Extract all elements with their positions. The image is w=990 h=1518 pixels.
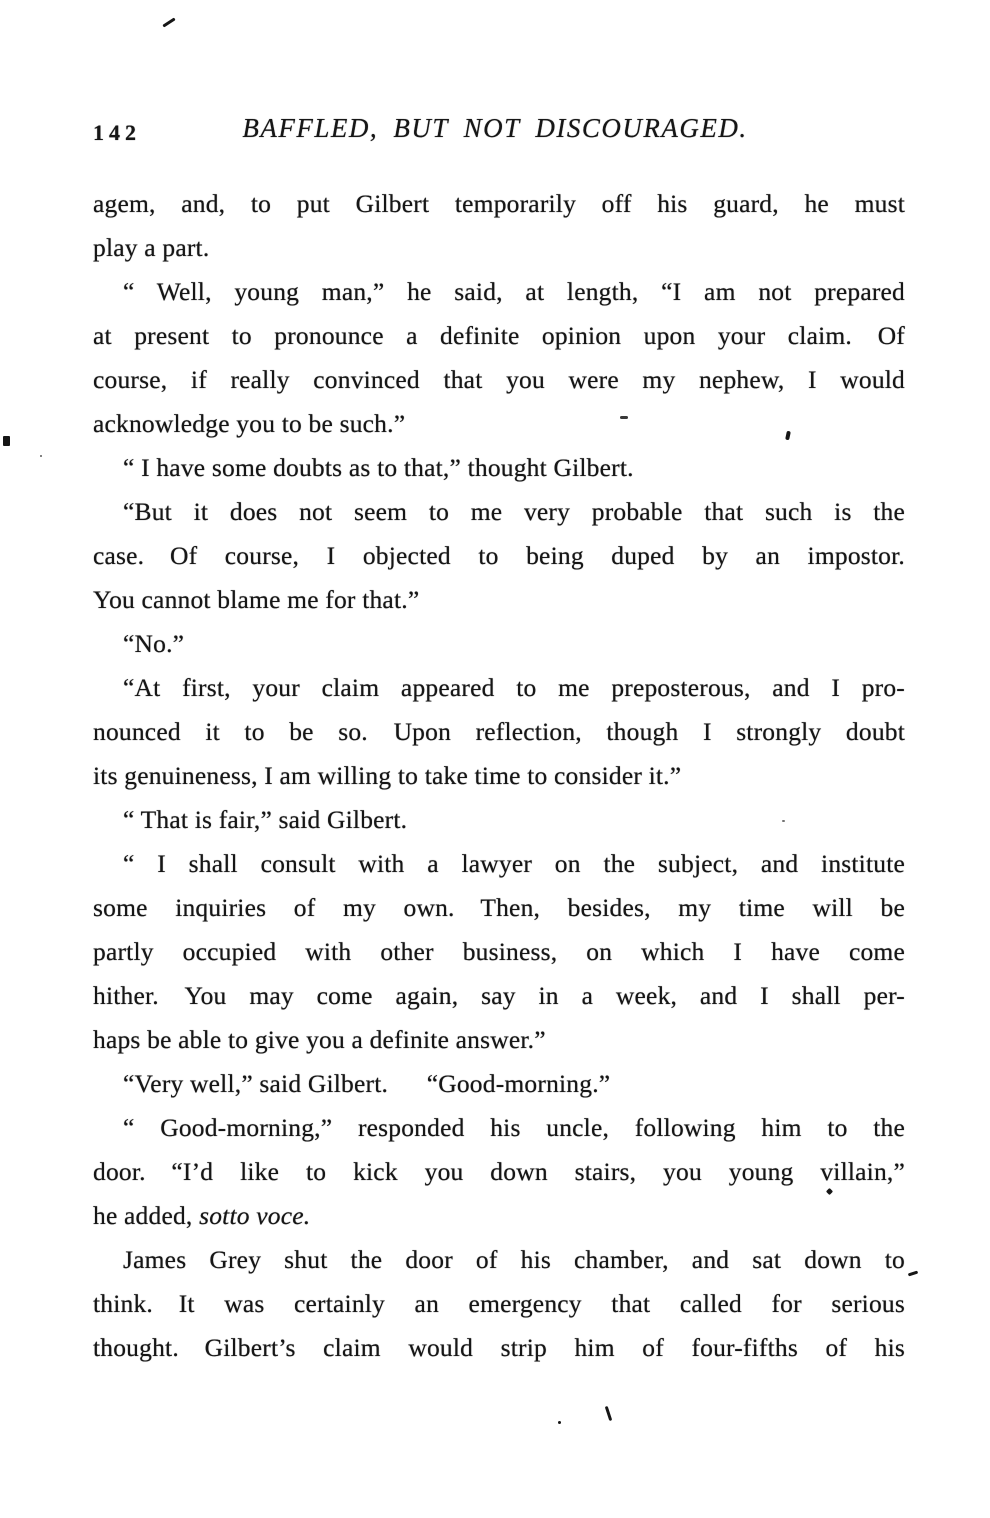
text-line: [93, 666, 905, 710]
text-line: [93, 1106, 905, 1150]
text-segment: partly occupied with other business, on which I have come: [93, 937, 905, 966]
text-line: [93, 578, 905, 622]
text-segment: hither. You may come again, say in a week, and I shall per-: [93, 981, 905, 1010]
text-line: [93, 754, 905, 798]
text-line: [93, 226, 905, 270]
text-segment: “No.”: [123, 629, 185, 658]
scan-artifact: [908, 1271, 918, 1277]
text-segment: “ I shall consult with a lawyer on the subject, and institute: [123, 849, 905, 878]
text-segment: “ That is fair,” said Gilbert.: [123, 805, 408, 834]
text-segment: “Very well,” said Gilbert. “Good-morning.”: [123, 1069, 611, 1098]
scan-artifact: [558, 1421, 561, 1424]
scan-artifact: [3, 436, 10, 446]
text-line: [93, 710, 905, 754]
text-segment: at present to pronounce a definite opinion upon your claim. Of: [93, 321, 905, 350]
text-line: [93, 182, 905, 226]
scan-artifact: [605, 1406, 612, 1421]
italic-text: sotto voce.: [199, 1201, 311, 1230]
text-segment: course, if really convinced that you were my nephew, I would: [93, 365, 905, 394]
text-segment: “At first, your claim appeared to me preposterous, and I pro-: [123, 673, 905, 702]
text-segment: its genuineness, I am willing to take time to consider it.”: [93, 761, 682, 790]
text-segment: “ Well, young man,” he said, at length, “I am not prepared: [123, 277, 905, 306]
text-segment: “But it does not seem to me very probable that such is the: [123, 497, 905, 526]
text-segment: haps be able to give you a definite answer.”: [93, 1025, 546, 1054]
scan-artifact: [40, 455, 42, 457]
text-segment: agem, and, to put Gilbert temporarily off his guard, he must: [93, 189, 905, 218]
text-segment: “ Good-morning,” responded his uncle, following him to the: [123, 1113, 905, 1142]
text-segment: acknowledge you to be such.”: [93, 409, 406, 438]
scan-artifact: [782, 820, 785, 822]
text-line: [93, 534, 905, 578]
text-line: [93, 314, 905, 358]
text-line: [93, 358, 905, 402]
text-line: [93, 402, 905, 446]
text-line: [93, 1194, 905, 1238]
text-segment: he added,: [93, 1201, 200, 1230]
text-line: [93, 842, 905, 886]
text-line: [93, 1238, 905, 1282]
text-segment: You cannot blame me for that.”: [93, 585, 420, 614]
text-segment: play a part.: [93, 233, 210, 262]
page-number: 142: [93, 120, 141, 145]
text-segment: thought. Gilbert’s claim would strip him of four-fifths of his: [93, 1333, 905, 1362]
text-line: [93, 886, 905, 930]
text-line: [93, 622, 905, 666]
body-text: [93, 182, 905, 1370]
text-line: [93, 1062, 905, 1106]
text-line: [93, 974, 905, 1018]
text-segment: case. Of course, I objected to being duped by an impostor.: [93, 541, 905, 570]
text-segment: think. It was certainly an emergency that called for serious: [93, 1289, 905, 1318]
text-line: [93, 1282, 905, 1326]
text-segment: James Grey shut the door of his chamber, and sat down to: [123, 1245, 905, 1274]
text-line: [93, 1018, 905, 1062]
text-segment: “ I have some doubts as to that,” thought Gilbert.: [123, 453, 634, 482]
text-line: [93, 446, 905, 490]
text-line: [93, 930, 905, 974]
text-line: [93, 1326, 905, 1370]
scan-artifact: [162, 17, 175, 27]
text-segment: nounced it to be so. Upon reflection, though I strongly doubt: [93, 717, 905, 746]
text-segment: some inquiries of my own. Then, besides, my time will be: [93, 893, 905, 922]
text-line: [93, 1150, 905, 1194]
text-segment: door. “I’d like to kick you down stairs, you young villain,”: [93, 1157, 905, 1186]
text-line: [93, 490, 905, 534]
text-line: [93, 270, 905, 314]
running-title: BAFFLED, BUT NOT DISCOURAGED.: [242, 113, 748, 143]
scan-artifact: [620, 416, 628, 419]
